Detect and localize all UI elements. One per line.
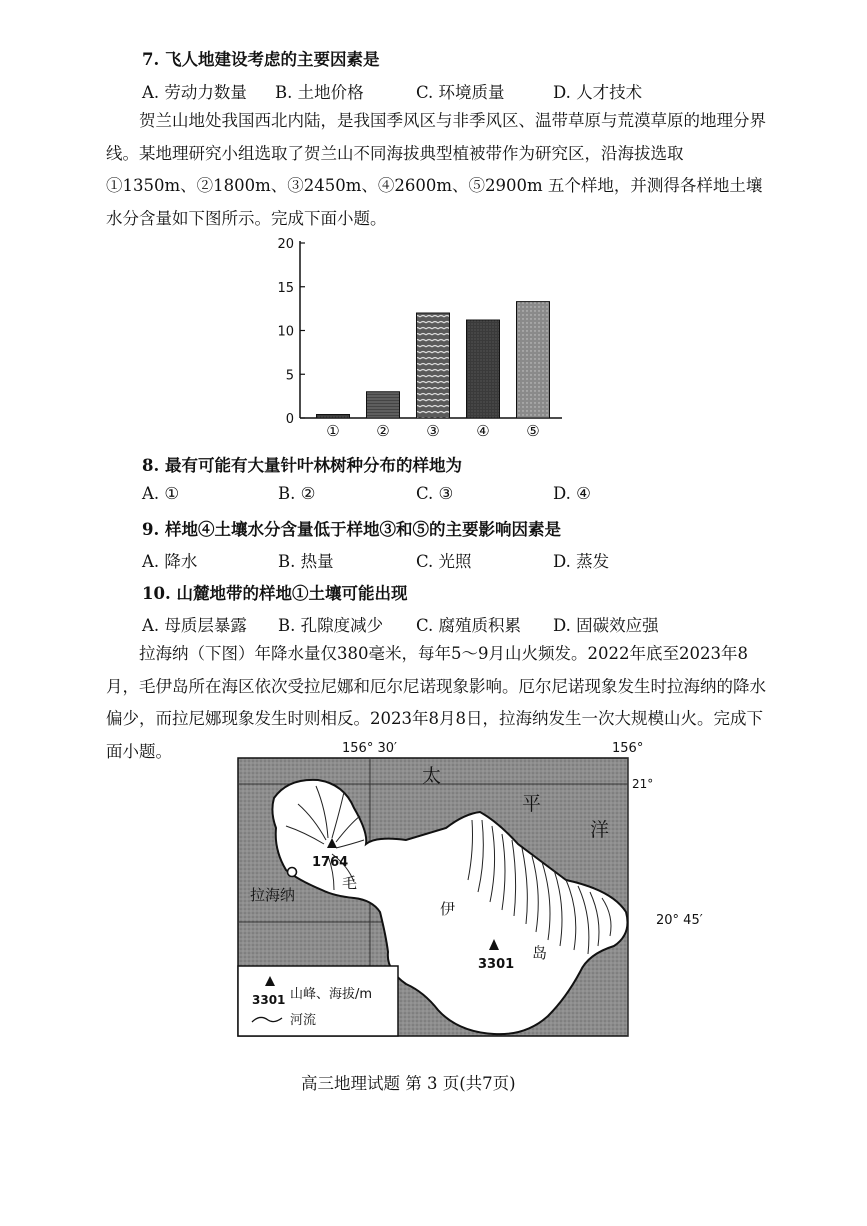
q7-option-b: B. 土地价格 — [275, 83, 364, 102]
q8-option-c: C. ③ — [416, 484, 454, 503]
lahaina-label: 拉海纳 — [250, 886, 296, 904]
q10-stem: 10. 山麓地带的样地①土壤可能出现 — [142, 584, 408, 603]
passage-lahaina: 拉海纳（下图）年降水量仅380毫米，每年5～9月山火频发。2022年底至2023年8月，毛伊岛所在海区依次受拉尼娜和厄尔尼诺现象影响。厄尔尼诺现象发生时拉海纳的降水偏少，而拉尼娜现象发生时则相反。2023年8月8日，拉海纳发生一次大规模山火。完成下面小题。 — [106, 644, 766, 761]
bar-sample-2 — [367, 392, 400, 418]
x-tick-label: ⑤ — [526, 422, 540, 440]
y-tick-label: 20 — [277, 237, 294, 252]
island-char-dao: 岛 — [532, 944, 548, 962]
q10-option-b: B. 孔隙度减少 — [278, 616, 384, 635]
x-tick-label: ① — [326, 422, 340, 440]
q10-option-a: A. 母质层暴露 — [142, 616, 247, 635]
bar-sample-3 — [417, 313, 450, 418]
peak-label-3301: 3301 — [478, 957, 515, 972]
bar-sample-5 — [517, 302, 550, 418]
q9-option-a: A. 降水 — [142, 552, 198, 571]
x-tick-label: ④ — [476, 422, 490, 440]
lon-label-156: 156° — [612, 741, 644, 756]
bar-sample-4 — [467, 320, 500, 418]
q9-option-b: B. 热量 — [278, 552, 334, 571]
q8-option-a: A. ① — [142, 484, 180, 503]
legend-peak-label: 山峰、海拔/m — [290, 987, 373, 1002]
q9-stem: 9. 样地④土壤水分含量低于样地③和⑤的主要影响因素是 — [142, 520, 561, 539]
ocean-char-yang: 洋 — [590, 819, 610, 841]
q8-option-d: D. ④ — [553, 484, 591, 503]
q10-option-c: C. 腐殖质积累 — [416, 616, 522, 635]
q7-option-c: C. 环境质量 — [416, 83, 505, 102]
passage-helan-mountain: 贺兰山地处我国西北内陆，是我国季风区与非季风区、温带草原与荒漠草原的地理分界线。某地理研究小组选取了贺兰山不同海拔典型植被带作为研究区，沿海拔选取①1350m、②1800m、③2450m、④2600m、⑤2900m 五个样地，并测得各样地土壤水分含量如下图所示。完成下面小题。 — [106, 111, 766, 228]
y-tick-label: 0 — [285, 412, 294, 427]
lahaina-town-marker — [288, 868, 297, 877]
soil-moisture-bar-chart — [270, 230, 570, 442]
q7-option-d: D. 人才技术 — [553, 83, 643, 102]
x-tick-label: ③ — [426, 422, 440, 440]
lat-label-20-45-outer: 20° 45′ — [656, 913, 703, 928]
q8-option-b: B. ② — [278, 484, 316, 503]
q10-option-d: D. 固碳效应强 — [553, 616, 659, 635]
q8-stem: 8. 最有可能有大量针叶林树种分布的样地为 — [142, 456, 462, 475]
y-tick-label: 15 — [277, 280, 294, 296]
peak-label-1764: 1764 — [312, 855, 349, 870]
bar-sample-1 — [317, 415, 350, 419]
ocean-char-tai: 太 — [422, 765, 442, 787]
maui-island-map — [236, 740, 656, 1040]
island-char-yi: 伊 — [440, 900, 456, 918]
lat-label-21: 21° — [632, 777, 654, 791]
y-tick-label: 10 — [277, 324, 294, 340]
legend-river-label: 河流 — [290, 1013, 317, 1028]
legend-peak-sample: 3301 — [252, 993, 286, 1007]
q9-option-d: D. 蒸发 — [553, 552, 610, 571]
page-footer: 高三地理试题 第 3 页(共7页) — [301, 1074, 516, 1093]
x-tick-label: ② — [376, 422, 390, 440]
q9-option-c: C. 光照 — [416, 552, 472, 571]
q7-stem: 7. 飞人地建设考虑的主要因素是 — [142, 50, 380, 69]
q7-option-a: A. 劳动力数量 — [142, 83, 247, 102]
lon-label-156-30: 156° 30′ — [342, 741, 397, 756]
ocean-char-ping: 平 — [522, 793, 542, 815]
y-tick-label: 5 — [285, 368, 294, 384]
island-char-mao: 毛 — [342, 874, 358, 892]
